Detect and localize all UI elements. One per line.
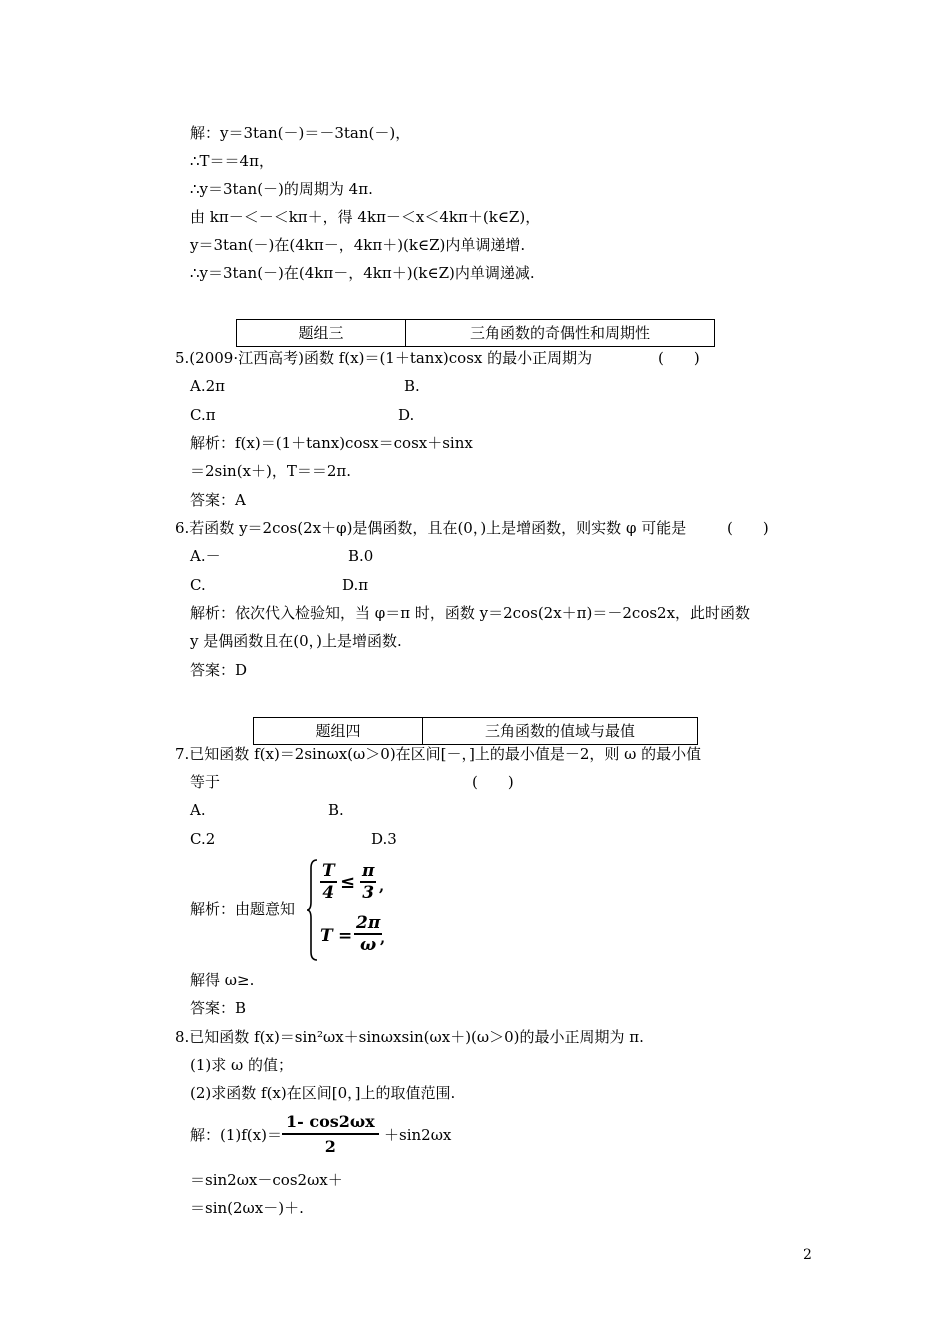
group-label: 题组四 — [254, 718, 423, 744]
fraction-t-over-4: $\frac{T}{4}$ — [322, 861, 335, 903]
answer-line: 答案：D — [190, 661, 248, 679]
comma: , — [379, 877, 385, 895]
question-stem: 6.若函数 y＝2cos(2x＋φ)是偶函数，且在(0，)上是增函数，则实数 φ 可能是 — [175, 519, 687, 537]
page-number: 2 — [803, 1247, 812, 1263]
relation-symbol: = — [338, 926, 353, 946]
question-stem: 8.已知函数 f(x)＝sin²ωx＋sinωxsin(ωx＋)(ω＞0)的最小正周期为 π. — [175, 1028, 644, 1046]
solution-line: 解析：依次代入检验知，当 φ＝π 时，函数 y＝2cos(2x＋π)＝－2cos2x，此时函数 — [190, 604, 751, 622]
solution-line: 解：y＝3tan(－)＝－3tan(－)， — [190, 124, 411, 142]
answer-line: 答案：B — [190, 999, 247, 1017]
solution-label: 解析：由题意知 — [190, 900, 296, 918]
question-part-2: (2)求函数 f(x)在区间[0，]上的取值范围. — [190, 1084, 456, 1102]
relation-symbol: ≤ — [340, 872, 356, 893]
equation-system — [190, 858, 420, 962]
answer-paren: ( ) — [472, 773, 514, 791]
option-c: C. — [190, 576, 206, 594]
option-c: C.2 — [190, 830, 216, 848]
option-d: D.3 — [371, 830, 397, 848]
option-b: B. — [328, 801, 344, 819]
option-d: D. — [398, 406, 415, 424]
fraction-2pi-over-omega: $\frac{2\pi}{\omega}$ — [356, 913, 381, 955]
answer-paren: ( ) — [658, 349, 700, 367]
fraction-pi-over-3: $\frac{\pi}{3}$ — [362, 861, 375, 903]
solution-line: 解析：f(x)＝(1＋tanx)cosx＝cosx＋sinx — [190, 434, 473, 452]
left-brace-icon — [306, 858, 318, 962]
option-a: A.2π — [190, 377, 226, 395]
solution-line: y 是偶函数且在(0，)上是增函数. — [190, 632, 402, 650]
topic-label: 三角函数的值域与最值 — [484, 722, 635, 740]
solution-line: ∴y＝3tan(－)的周期为 4π. — [190, 180, 373, 198]
option-a: A.－ — [190, 547, 221, 565]
solution-line: y＝3tan(－)在(4kπ－，4kπ＋)(k∈Z)内单调递增. — [190, 236, 526, 254]
solution-tail: ＋sin2ωx — [384, 1126, 452, 1144]
option-a: A. — [190, 801, 206, 819]
period-symbol: T — [320, 926, 333, 946]
question-stem: 5.(2009·江西高考)函数 f(x)＝(1＋tanx)cosx 的最小正周期为 — [175, 349, 593, 367]
topic-table-4 — [253, 717, 698, 745]
option-b: B. — [404, 377, 420, 395]
solution-label: 解：(1)f(x)＝ — [190, 1126, 282, 1144]
solution-line: 解得 ω≥. — [190, 971, 255, 989]
question-part-1: (1)求 ω 的值； — [190, 1056, 294, 1074]
solution-line: 由 kπ－＜－＜kπ＋，得 4kπ－＜x＜4kπ＋(k∈Z)， — [190, 208, 541, 226]
solution-line: ＝sin(2ωx－)＋. — [190, 1199, 304, 1217]
question-stem: 7.已知函数 f(x)＝2sinωx(ω＞0)在区间[－，]上的最小值是－2，则 ω 的最小值 — [175, 745, 702, 763]
group-label: 题组三 — [237, 320, 406, 346]
fraction-one-minus-cos: $\frac{1- \cos 2\omega x}{2}$ — [282, 1112, 379, 1156]
answer-line: 答案：A — [190, 491, 246, 509]
option-d: D.π — [342, 576, 369, 594]
solution-line: ＝sin2ωx－cos2ωx＋ — [190, 1171, 343, 1189]
question-stem-continued: 等于 — [190, 773, 221, 791]
answer-paren: ( ) — [727, 519, 769, 537]
option-b: B.0 — [348, 547, 374, 565]
option-c: C.π — [190, 406, 216, 424]
solution-line: ＝2sin(x＋)，T＝＝2π. — [190, 462, 352, 480]
topic-table-3 — [236, 319, 715, 347]
solution-line: ∴T＝＝4π， — [190, 152, 274, 170]
comma: , — [380, 929, 386, 947]
solution-line: ∴y＝3tan(－)在(4kπ－，4kπ＋)(k∈Z)内单调递减. — [190, 264, 535, 282]
topic-label: 三角函数的奇偶性和周期性 — [469, 324, 650, 342]
